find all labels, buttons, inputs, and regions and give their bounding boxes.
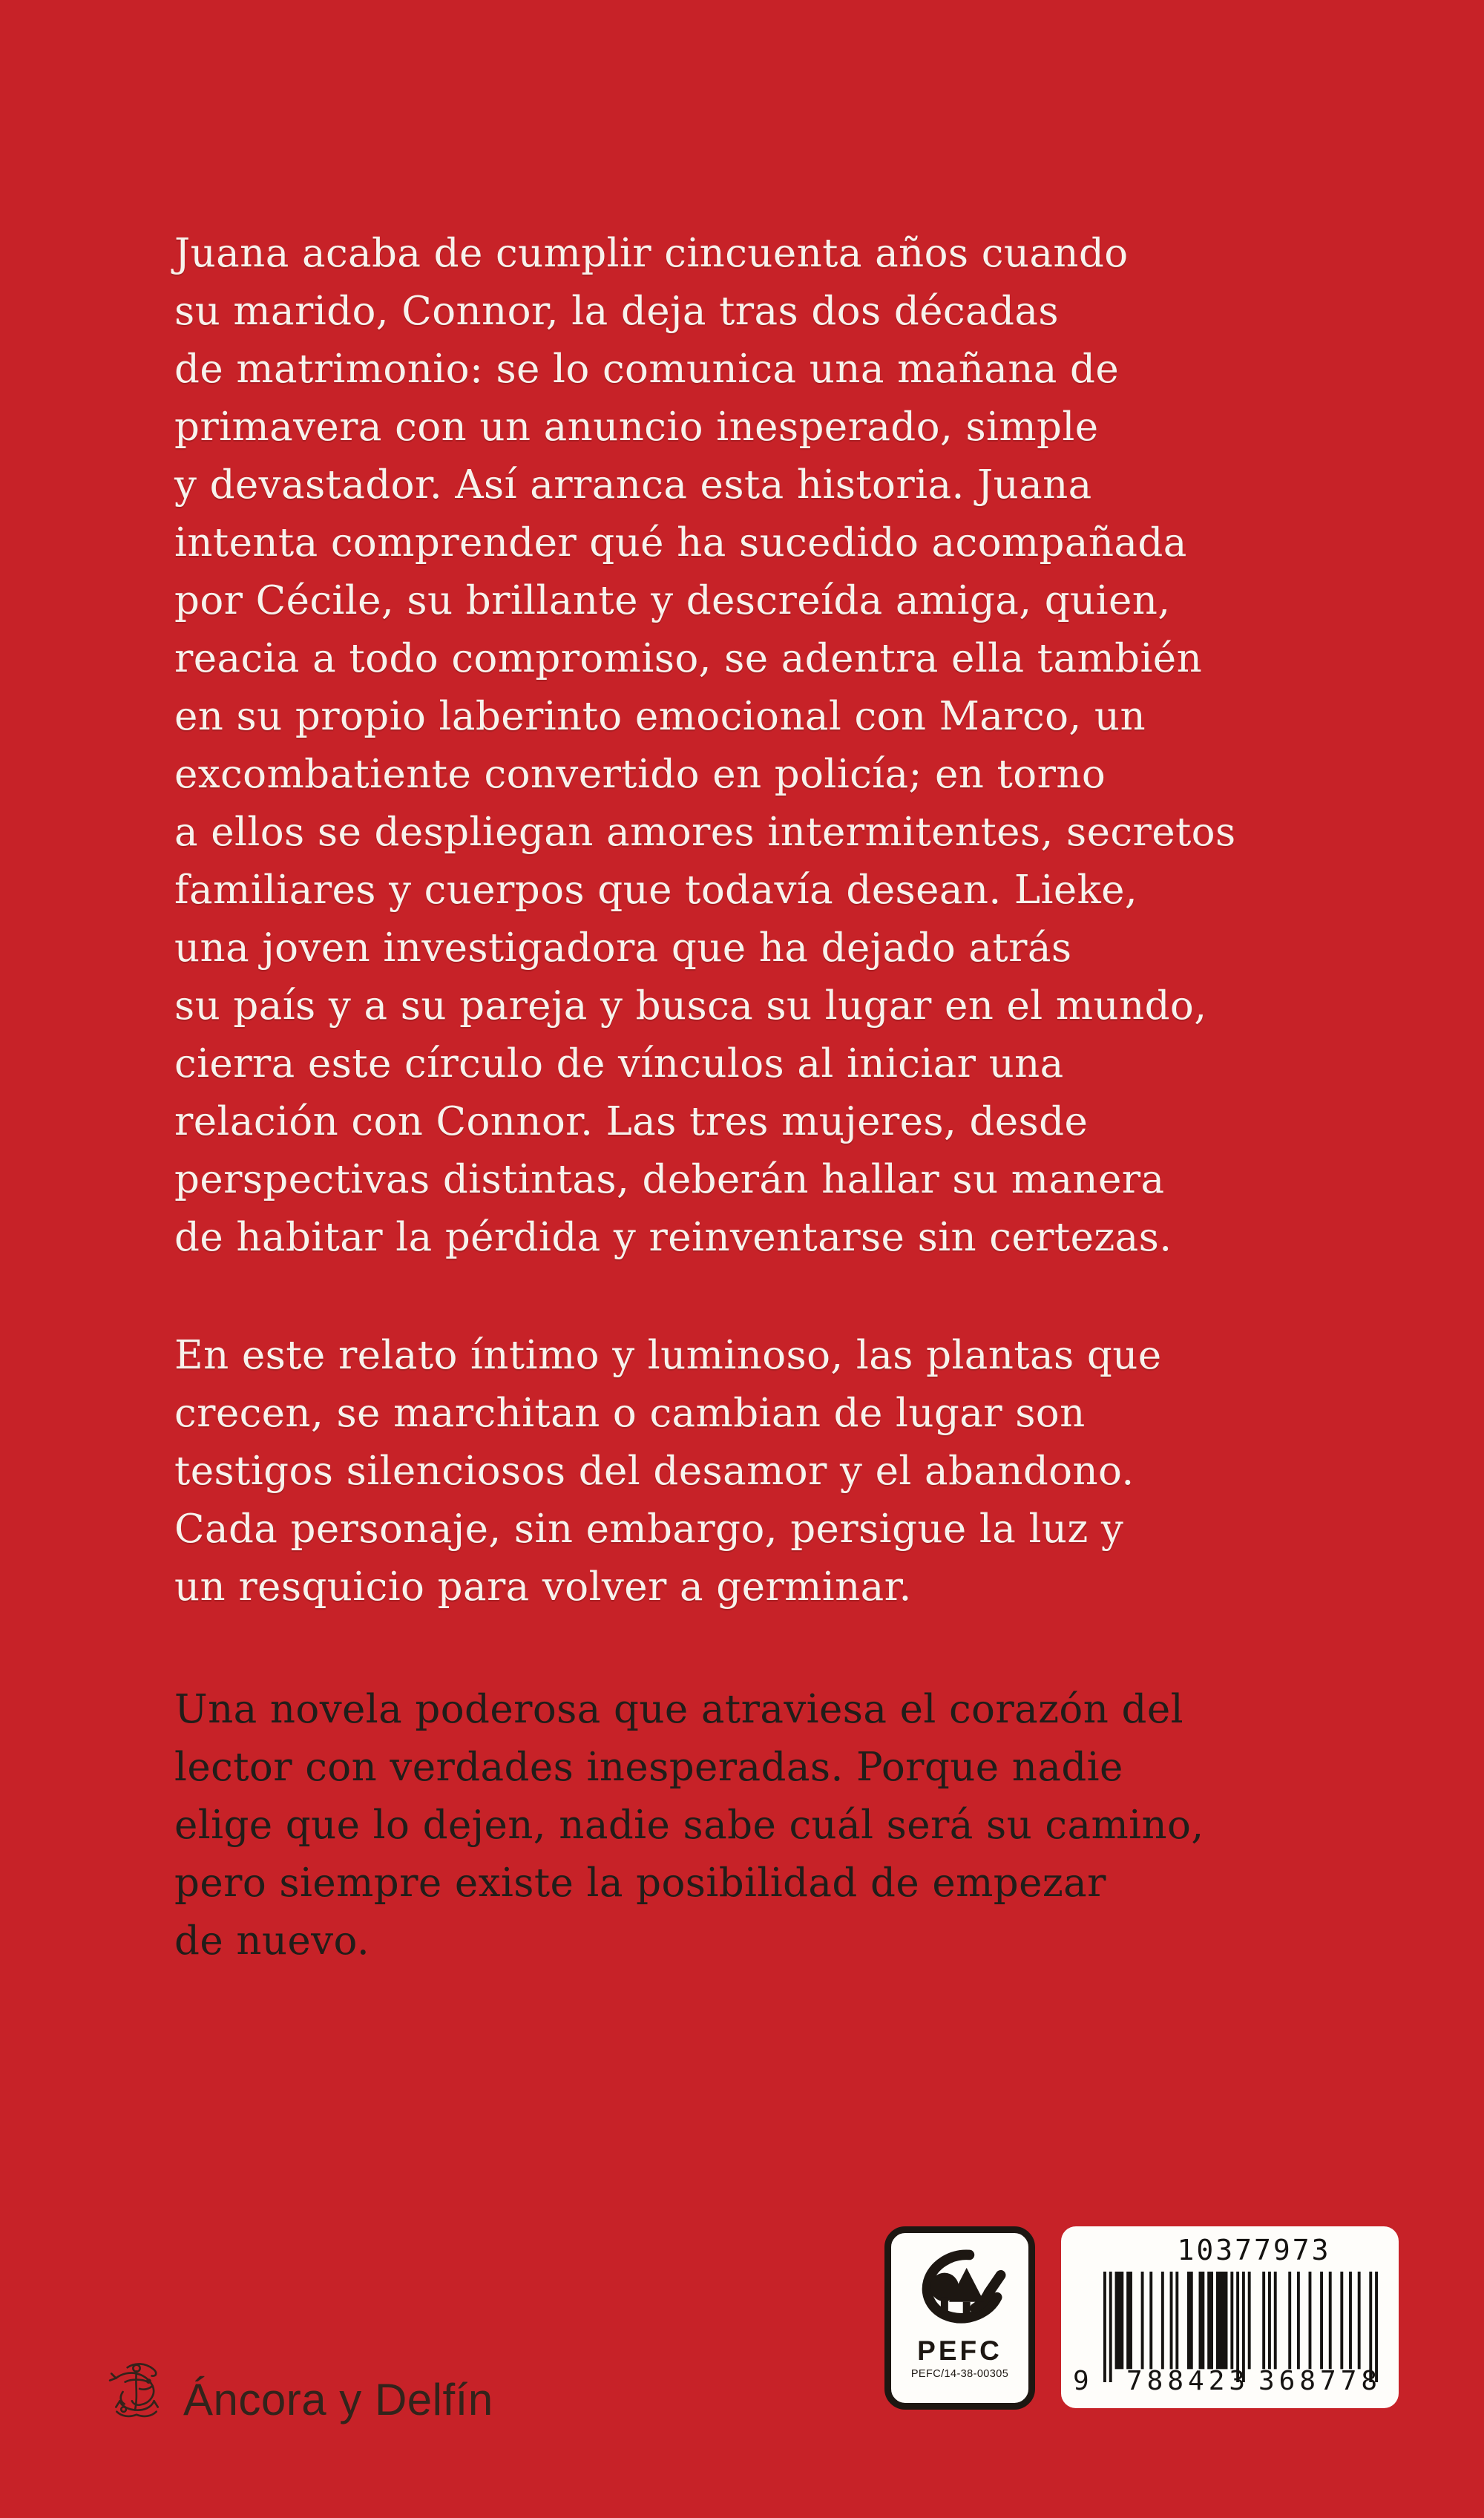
barcode-label (1061, 2226, 1399, 2408)
synopsis-line: su marido, Connor, la deja tras dos décadas (174, 289, 1059, 334)
pefc-acronym: PEFC (917, 2335, 1002, 2366)
synopsis-paragraph-2 (174, 1327, 1362, 1616)
synopsis-line: una joven investigadora que ha dejado atrás (174, 925, 1072, 971)
publisher-name: Áncora y Delfín (183, 2375, 493, 2424)
synopsis (174, 225, 1362, 1970)
barcode-digit-group-left: 788423 (1126, 2366, 1250, 2396)
synopsis-line: su país y a su pareja y busca su lugar en el mundo, (174, 983, 1207, 1029)
synopsis-line: lector con verdades inesperadas. Porque nadie (174, 1745, 1123, 1790)
pefc-logo-mark (913, 2249, 1007, 2337)
publisher-logo (106, 2358, 493, 2424)
synopsis-line: perspectivas distintas, deberán hallar su manera (174, 1157, 1165, 1202)
synopsis-line: de matrimonio: se lo comunica una mañana de (174, 347, 1120, 392)
synopsis-line: a ellos se despliegan amores intermitentes, secretos (174, 810, 1236, 855)
synopsis-line: de nuevo. (174, 1918, 370, 1964)
synopsis-line: excombatiente convertido en policía; en torno (174, 752, 1106, 797)
pefc-label (884, 2226, 1035, 2410)
synopsis-paragraph-1 (174, 225, 1362, 1267)
synopsis-line: Juana acaba de cumplir cincuenta años cuando (174, 231, 1129, 276)
synopsis-line: familiares y cuerpos que todavía desean. Lieke, (174, 868, 1138, 913)
synopsis-line: elige que lo dejen, nadie sabe cuál será su camino, (174, 1803, 1204, 1848)
synopsis-line: relación con Connor. Las tres mujeres, desde (174, 1099, 1089, 1144)
synopsis-line: reacia a todo compromiso, se adentra ella también (174, 636, 1203, 681)
synopsis-line: cierra este círculo de vínculos al iniciar una (174, 1041, 1064, 1086)
synopsis-line: testigos silenciosos del desamor y el abandono. (174, 1449, 1135, 1494)
ancora-delfin-emblem (106, 2361, 167, 2422)
synopsis-line: primavera con un anuncio inesperado, simple (174, 404, 1099, 450)
synopsis-line: intenta comprender qué ha sucedido acompañada (174, 520, 1187, 565)
synopsis-line: en su propio laberinto emocional con Marco, un (174, 694, 1146, 739)
synopsis-line: por Cécile, su brillante y descreída amiga, quien, (174, 578, 1171, 623)
barcode-digit-first: 9 (1073, 2366, 1089, 2396)
synopsis-line: En este relato íntimo y luminoso, las plantas que (174, 1333, 1162, 1378)
synopsis-line: pero siempre existe la posibilidad de empezar (174, 1860, 1106, 1906)
synopsis-line: crecen, se marchitan o cambian de lugar son (174, 1391, 1086, 1436)
synopsis-paragraph-3 (174, 1681, 1362, 1970)
synopsis-line: de habitar la pérdida y reinventarse sin certezas. (174, 1215, 1172, 1260)
pefc-code: PEFC/14-38-00305 (910, 2368, 1009, 2380)
synopsis-line: Cada personaje, sin embargo, persigue la luz y (174, 1506, 1124, 1552)
synopsis-line: y devastador. Así arranca esta historia. Juana (174, 462, 1092, 508)
barcode-digit-group-right: 368778 (1258, 2366, 1382, 2396)
synopsis-line: Una novela poderosa que atraviesa el corazón del (174, 1687, 1183, 1732)
synopsis-line: un resquicio para volver a germinar. (174, 1564, 912, 1610)
barcode-number: 10377973 (1177, 2234, 1331, 2266)
